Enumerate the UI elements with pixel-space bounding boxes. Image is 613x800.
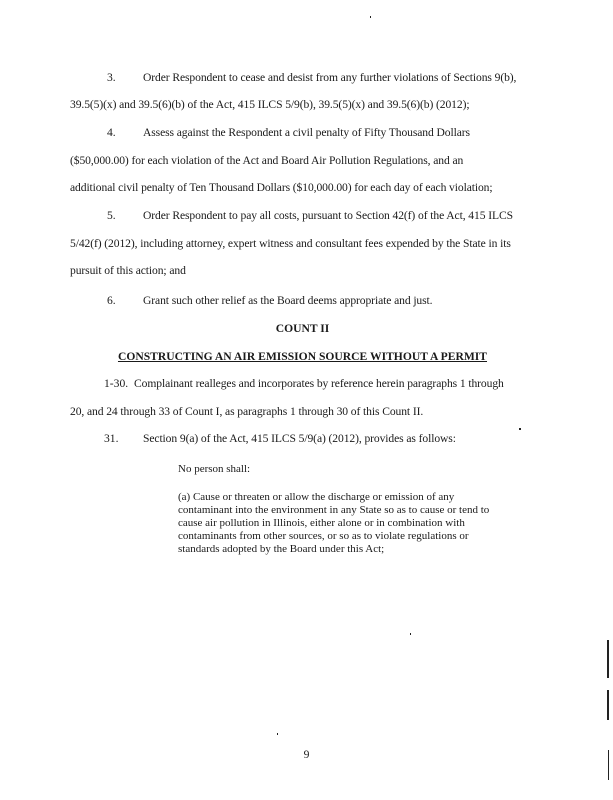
scan-speck [519, 428, 521, 430]
quote-line: contaminant into the environment in any State so as to cause or tend to [178, 504, 490, 516]
paragraph-number: 31. [104, 432, 119, 445]
page-number: 9 [303, 748, 310, 761]
item-text-line: 5/42(f) (2012), including attorney, expert witness and consultant fees expended by the State in its [70, 237, 511, 250]
item-text-line: Assess against the Respondent a civil penalty of Fifty Thousand Dollars [143, 126, 470, 139]
item-text-line: Grant such other relief as the Board deems appropriate and just. [143, 294, 433, 307]
paragraph-text-line: 20, and 24 through 33 of Count I, as paragraphs 1 through 30 of this Count II. [70, 405, 424, 418]
item-number: 4. [107, 126, 116, 139]
scan-edge-mark [608, 750, 609, 780]
scan-edge-mark [607, 640, 609, 678]
count-heading: COUNT II [275, 322, 330, 335]
paragraph-text-line: Section 9(a) of the Act, 415 ILCS 5/9(a) (2012), provides as follows: [143, 432, 456, 445]
count-subheading: CONSTRUCTING AN AIR EMISSION SOURCE WITHOUT A PERMIT [117, 350, 488, 363]
item-text-line: additional civil penalty of Ten Thousand Dollars ($10,000.00) for each day of each violation; [70, 181, 493, 194]
paragraph-text-line: Complainant realleges and incorporates by reference herein paragraphs 1 through [134, 377, 504, 390]
item-number: 5. [107, 209, 116, 222]
item-text-line: pursuit of this action; and [70, 264, 186, 277]
scan-speck [410, 633, 411, 635]
item-text-line: ($50,000.00) for each violation of the Act and Board Air Pollution Regulations, and an [70, 154, 464, 167]
quote-intro: No person shall: [178, 463, 251, 475]
quote-line: (a) Cause or threaten or allow the discharge or emission of any [178, 491, 455, 503]
item-text-line: Order Respondent to pay all costs, pursuant to Section 42(f) of the Act, 415 ILCS [143, 209, 513, 222]
scan-speck [370, 16, 371, 18]
item-number: 6. [107, 294, 116, 307]
item-text-line: 39.5(5)(x) and 39.5(6)(b) of the Act, 415 ILCS 5/9(b), 39.5(5)(x) and 39.5(6)(b) (2012); [70, 98, 470, 111]
quote-line: cause air pollution in Illinois, either alone or in combination with [178, 517, 465, 529]
paragraph-number: 1-30. [104, 377, 129, 390]
item-text-line: Order Respondent to cease and desist from any further violations of Sections 9(b), [143, 71, 517, 84]
quote-line: standards adopted by the Board under this Act; [178, 543, 385, 555]
item-number: 3. [107, 71, 116, 84]
scan-speck [277, 733, 278, 735]
quote-line: contaminants from other sources, or so as to violate regulations or [178, 530, 469, 542]
scan-edge-mark [607, 690, 609, 720]
